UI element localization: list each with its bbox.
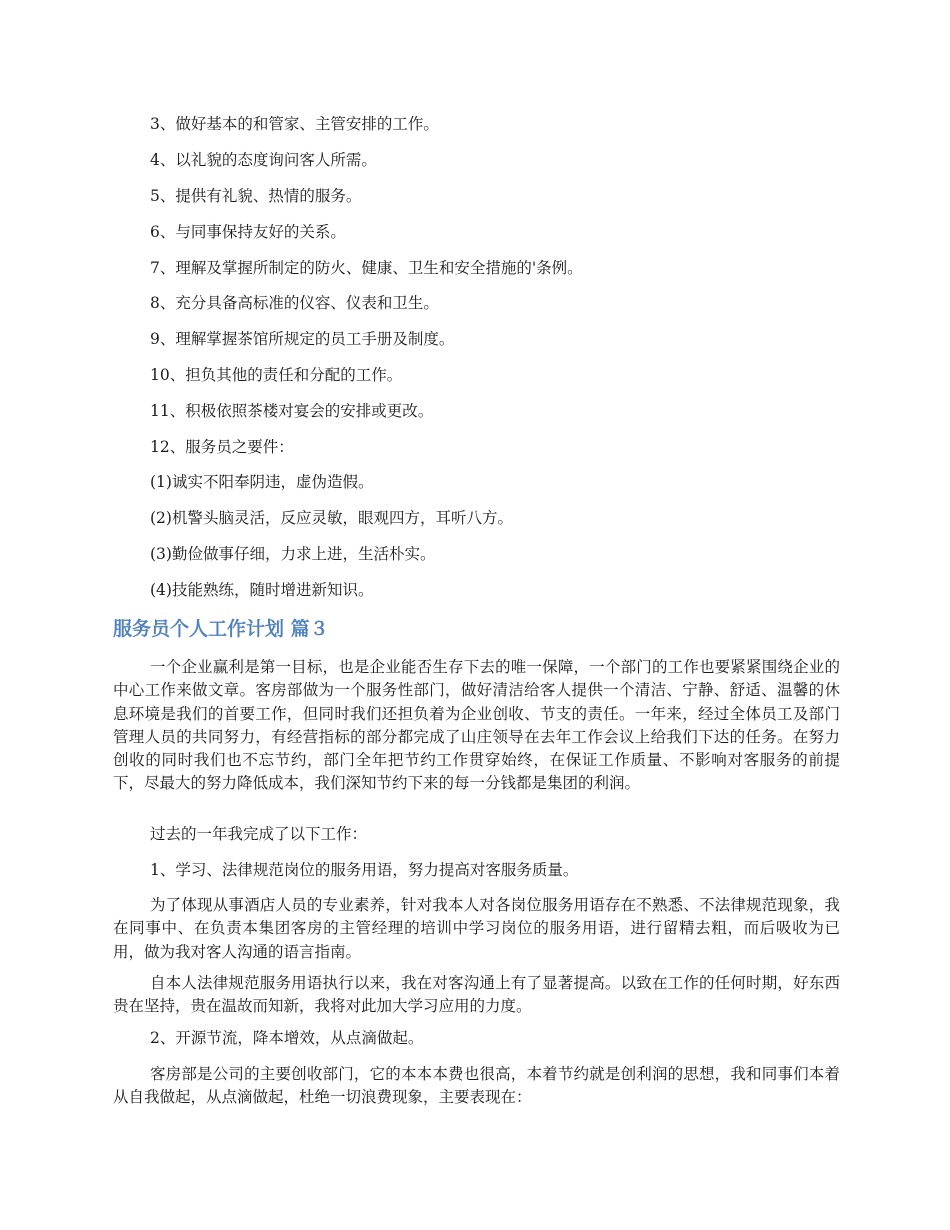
list-item: 5、提供有礼貌、热情的服务。 (150, 187, 362, 205)
list-item: 4、以礼貌的态度询问客人所需。 (150, 151, 377, 169)
list-item: 9、理解掌握茶馆所规定的员工手册及制度。 (150, 330, 455, 348)
list-item: 8、充分具备高标准的仪容、仪表和卫生。 (150, 294, 439, 312)
list-item: 11、积极依照茶楼对宴会的安排或更改。 (150, 402, 434, 420)
list-item: (3)勤俭做事仔细，力求上进，生活朴实。 (150, 545, 436, 563)
body-paragraph: 自本人法律规范服务用语执行以来，我在对客沟通上有了显著提高。以致在工作的任何时期，好东西贵在坚持，贵在温故而知新，我将对此加大学习应用的力度。 (113, 974, 840, 1016)
body-paragraph: 2、开源节流，降本增效，从点滴做起。 (150, 1029, 424, 1047)
list-item: (2)机警头脑灵活，反应灵敏，眼观四方，耳听八方。 (150, 509, 513, 527)
body-paragraph: 1、学习、法律规范岗位的服务用语，努力提高对客服务质量。 (150, 861, 579, 879)
body-paragraph: 客房部是公司的主要创收部门，它的本本本费也很高，本着节约就是创利润的思想，我和同事们本着从自我做起，从点滴做起，杜绝一切浪费现象，主要表现在： (113, 1065, 840, 1107)
list-item: (4)技能熟练，随时增进新知识。 (150, 581, 374, 599)
list-item: 7、理解及掌握所制定的防火、健康、卫生和安全措施的'条例。 (150, 259, 583, 277)
body-paragraph: 过去的一年我完成了以下工作： (150, 825, 368, 843)
list-item: 10、担负其他的责任和分配的工作。 (150, 366, 403, 384)
list-item: 12、服务员之要件： (150, 438, 294, 456)
list-item: 6、与同事保持友好的关系。 (150, 223, 346, 241)
section-heading: 服务员个人工作计划 篇３ (113, 618, 329, 640)
body-paragraph: 为了体现从事酒店人员的专业素养，针对我本人对各岗位服务用语存在不熟悉、不法律规范现象，我在同事中、在负责本集团客房的主管经理的培训中学习岗位的服务用语，进行留精去粗，而后吸收为已用，做为我对客人沟通的语言指南。 (113, 896, 840, 961)
body-paragraph: 一个企业赢利是第一目标，也是企业能否生存下去的唯一保障，一个部门的工作也要紧紧围绕企业的中心工作来做文章。客房部做为一个服务性部门，做好清洁给客人提供一个清洁、宁静、舒适、温馨的休息环境是我们的首要工作，但同时我们还担负着为企业创收、节支的责任。一年来，经过全体员工及部门管理人员的共同努力，有经营指标的部分都完成了山庄领导在去年工作会议上给我们下达的任务。在努力创收的同时我们也不忘节约，部门全年把节约工作贯穿始终，在保证工作质量、不影响对客服务的前提下，尽最大的努力降低成本，我们深知节约下来的每一分钱都是集团的利润。 (113, 658, 840, 793)
list-item: 3、做好基本的和管家、主管安排的工作。 (150, 115, 439, 133)
list-item: (1)诚实不阳奉阴违，虚伪造假。 (150, 473, 374, 491)
